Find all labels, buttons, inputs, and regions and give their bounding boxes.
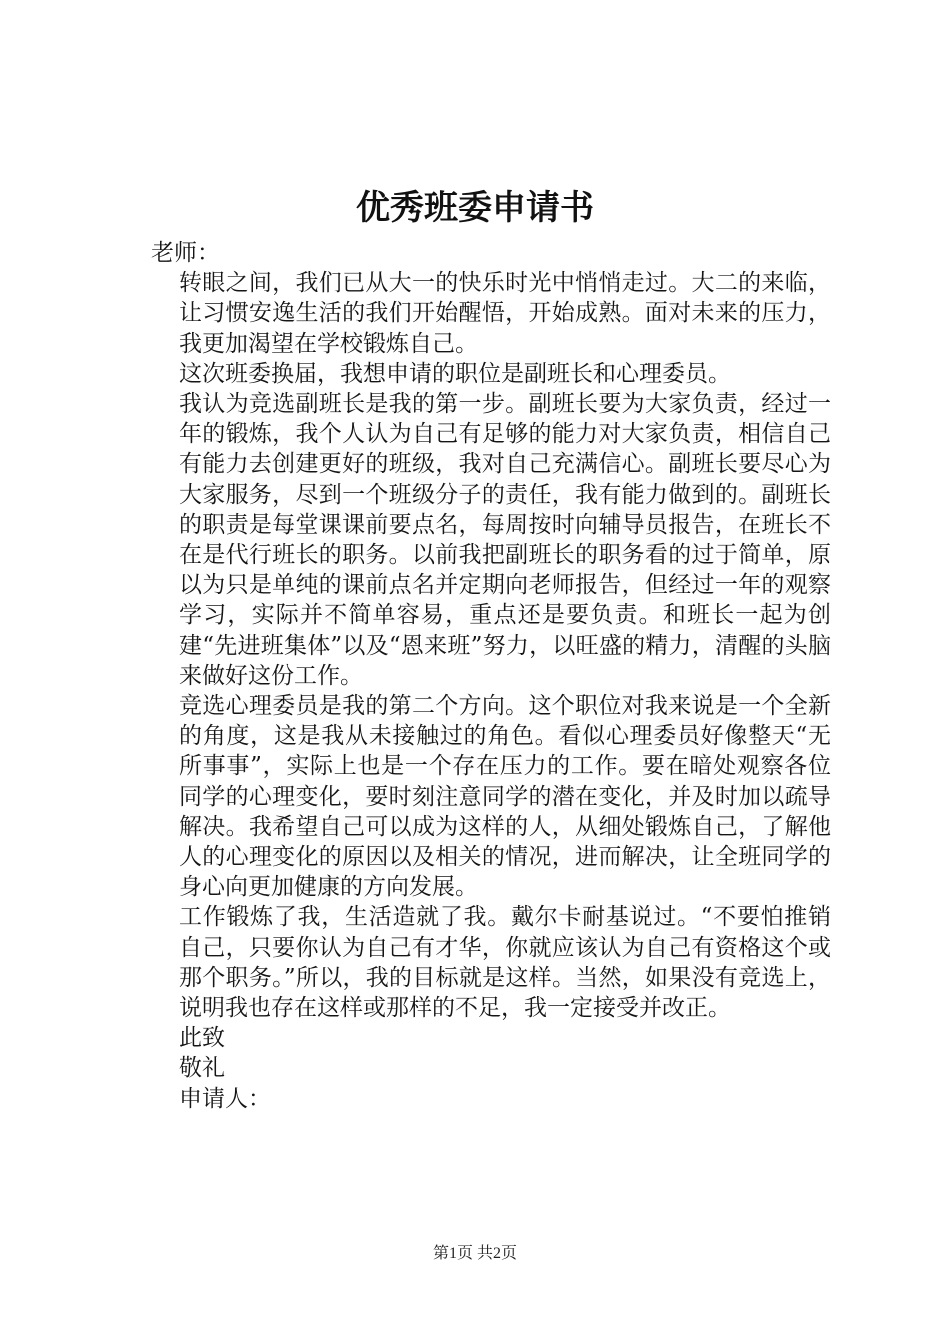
signature-label: 申请人： xyxy=(179,1085,271,1112)
paragraph: 转眼之间，我们已从大一的快乐时光中悄悄走过。大二的来临，让习惯安逸生活的我们开始醒悟，开始成熟。面对未来的压力，我更加渴望在学校锻炼自己。 xyxy=(179,270,831,357)
salutation: 老师： xyxy=(151,240,220,266)
closing-regards: 此致 xyxy=(179,1025,225,1052)
closing-salute: 敬礼 xyxy=(179,1055,225,1082)
document-title: 优秀班委申请书 xyxy=(356,188,594,228)
paragraph: 竞选心理委员是我的第二个方向。这个职位对我来说是一个全新的角度，这是我从未接触过的角色。看似心理委员好像整天“无所事事”，实际上也是一个存在压力的工作。要在暗处观察各位同学的心理变化，要时刻注意同学的潜在变化，并及时加以疏导解决。我希望自己可以成为这样的人，从细处锻炼自己，了解他人的心理变化的原因以及相关的情况，进而解决，让全班同学的身心向更加健康的方向发展。 xyxy=(179,693,831,901)
page-footer: 第1页 共2页 xyxy=(432,1245,517,1262)
paragraph: 工作锻炼了我，生活造就了我。戴尔卡耐基说过。“不要怕推销自己，只要你认为自己有才华，你就应该认为自己有资格这个或那个职务。”所以，我的目标就是这样。当然，如果没有竞选上，说明我也存在这样或那样的不足，我一定接受并改正。 xyxy=(179,904,831,1022)
paragraph: 这次班委换届，我想申请的职位是副班长和心理委员。 xyxy=(179,360,731,387)
document-body xyxy=(131,238,831,1114)
paragraph: 我认为竞选副班长是我的第一步。副班长要为大家负责，经过一年的锻炼，我个人认为自己有足够的能力对大家负责，相信自己有能力去创建更好的班级，我对自己充满信心。副班长要尽心为大家服务，尽到一个班级分子的责任，我有能力做到的。副班长的职责是每堂课课前要点名，每周按时向辅导员报告，在班长不在是代行班长的职务。以前我把副班长的职务看的过于简单，原以为只是单纯的课前点名并定期向老师报告，但经过一年的观察学习，实际并不简单容易，重点还是要负责。和班长一起为创建“先进班集体”以及“恩来班”努力，以旺盛的精力，清醒的头脑来做好这份工作。 xyxy=(179,391,831,689)
